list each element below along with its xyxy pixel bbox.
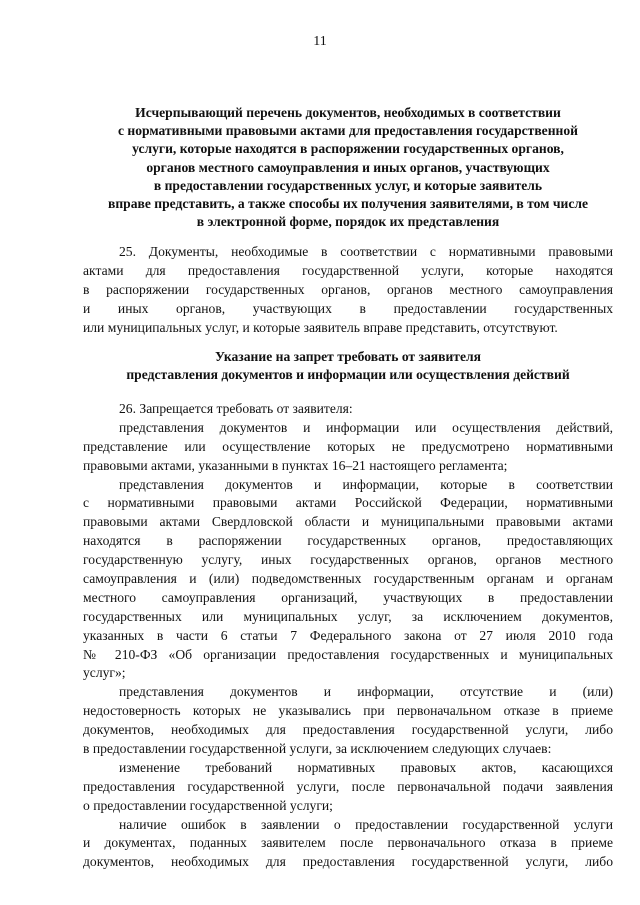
- heading-line: с нормативными правовыми актами для предоставления государственной: [117, 123, 579, 139]
- text-line: 26. Запрещается требовать от заявителя:: [119, 401, 353, 416]
- heading-line: представления документов и информации или осуществления действий: [126, 367, 570, 383]
- text-line: с нормативными правовыми актами Российской Федерации, нормативными: [83, 495, 613, 511]
- text-line: документов, необходимых для предоставления государственной услуги, либо: [83, 854, 613, 870]
- text-line: и документах, поданных заявителем после первоначального отказа в приеме: [83, 835, 613, 851]
- text-line: государственных или муниципальных услуг, за исключением документов,: [83, 608, 613, 624]
- text-line: изменение требований нормативных правовых актов, касающихся: [119, 759, 613, 775]
- text-line: государственную услугу, иных государственных органов, органов местного: [83, 552, 613, 568]
- text-line: представления документов и информации, отсутствие и (или): [119, 684, 613, 700]
- text-line: представления документов и информации или осуществления действий,: [119, 419, 613, 435]
- text-line: недостоверность которых не указывались при первоначальном отказе в приеме: [83, 703, 613, 719]
- heading-line: услуги, которые находятся в распоряжении государственных органов,: [132, 141, 564, 157]
- text-line: находятся в распоряжении государственных органов, предоставляющих: [83, 533, 613, 549]
- text-line: предоставления государственной услуги, после первоначальной подачи заявления: [83, 778, 613, 794]
- page-number: 11: [313, 34, 327, 49]
- text-line: и иных органов, участвующих в предоставлении государственных: [83, 300, 613, 316]
- heading-line: в предоставлении государственных услуг, и которые заявитель: [153, 177, 543, 193]
- text-line: о предоставлении государственной услуги;: [83, 797, 333, 813]
- text-line: самоуправления и (или) подведомственных государственным органам и органам: [83, 571, 613, 587]
- text-line: наличие ошибок в заявлении о предоставлении государственной услуги: [119, 816, 613, 832]
- text-line: документов, необходимых для предоставления государственной услуги, либо: [83, 722, 613, 738]
- text-line: правовыми актами, указанными в пунктах 16–21 настоящего регламента;: [83, 457, 508, 473]
- text-line: в распоряжении государственных органов, органов местного самоуправления: [83, 281, 613, 297]
- heading-line: органов местного самоуправления и иных органов, участвующих: [146, 159, 550, 175]
- text-line: 25. Документы, необходимые в соответствии с нормативными правовыми: [119, 244, 613, 259]
- heading-line: Исчерпывающий перечень документов, необходимых в соответствии: [135, 105, 561, 120]
- text-line: указанных в части 6 статьи 7 Федерального закона от 27 июля 2010 года: [83, 627, 613, 643]
- paragraph-25: [83, 243, 613, 337]
- section-heading-documents: [83, 104, 613, 231]
- text-line: представления документов и информации, которые в соответствии: [119, 476, 613, 492]
- heading-line: в электронной форме, порядок их представления: [196, 214, 500, 230]
- heading-line: Указание на запрет требовать от заявителя: [215, 349, 481, 364]
- text-line: актами для предоставления государственной услуги, которые находятся: [83, 262, 613, 278]
- text-line: правовыми актами Свердловской области и муниципальными правовыми актами: [83, 514, 613, 530]
- text-line: в предоставлении государственной услуги, за исключением следующих случаев:: [83, 741, 552, 757]
- text-line: или муниципальных услуг, и которые заявитель вправе представить, отсутствуют.: [83, 319, 558, 335]
- text-line: представление или осуществление которых не предусмотрено нормативными: [83, 438, 613, 454]
- paragraph-26: [83, 400, 613, 872]
- heading-line: вправе представить, а также способы их получения заявителями, в том числе: [107, 195, 589, 211]
- section-heading-prohibition: [83, 348, 613, 384]
- text-line: местного самоуправления организаций, участвующих в предоставлении: [83, 589, 613, 605]
- text-line: № 210-ФЗ «Об организации предоставления государственных и муниципальных: [83, 646, 613, 662]
- text-line: услуг»;: [83, 665, 126, 681]
